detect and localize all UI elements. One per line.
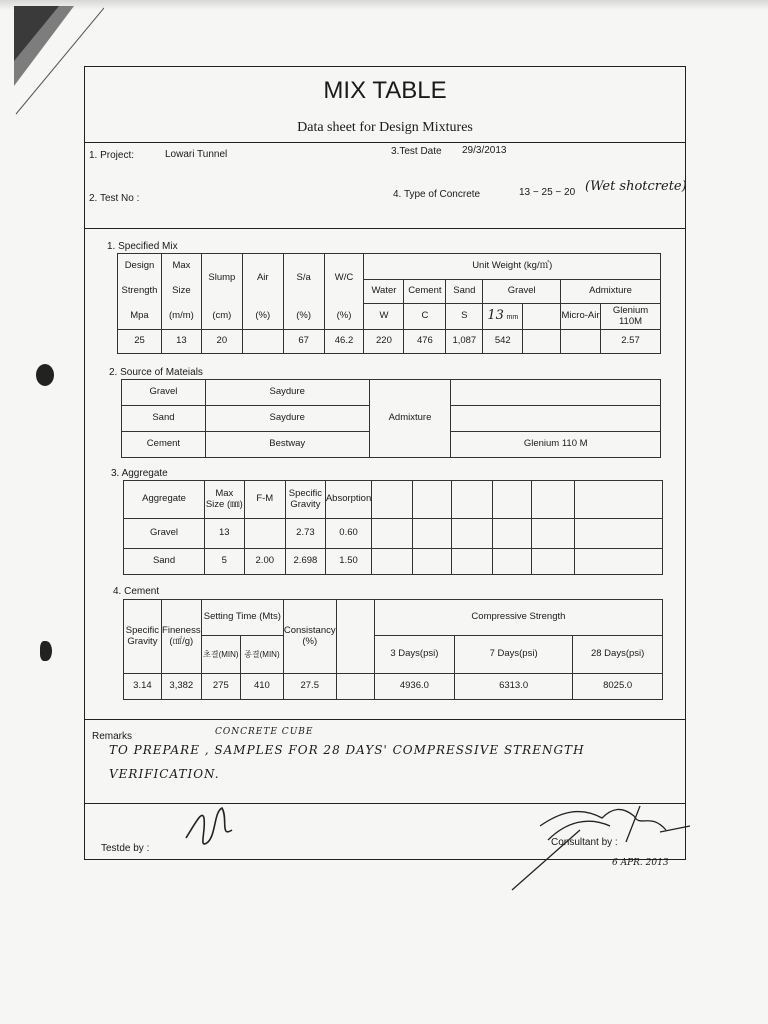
v-wc: 46.2 xyxy=(324,330,364,354)
gravel-label: Gravel xyxy=(122,380,206,406)
v-slump: 20 xyxy=(201,330,242,354)
h-strength: Strength xyxy=(118,280,162,304)
h-unit-weight: Unit Weight (kg/㎥) xyxy=(364,254,661,280)
u-mpa: Mpa xyxy=(118,304,162,330)
cement-heading: 4. Cement xyxy=(113,586,160,597)
signature-date: 6 APR. 2013 xyxy=(612,858,669,868)
materials-heading: 2. Source of Mateials xyxy=(109,367,203,378)
v-7days: 6313.0 xyxy=(454,674,572,700)
h-air: Air xyxy=(242,254,283,304)
h-gravel: Gravel xyxy=(483,280,561,304)
consultant-label: Consultant by : xyxy=(551,837,618,848)
h-wc: W/C xyxy=(324,254,364,304)
h-fineness: Fineness (㎠/g) xyxy=(161,600,201,674)
h-final-set: 종결(MIN) xyxy=(240,636,283,674)
u-gravel-13: 13 xyxy=(487,308,504,324)
h-setting-time: Setting Time (Mts) xyxy=(201,600,283,636)
v-glenium: 2.57 xyxy=(601,330,661,354)
v-cement-gravity: 3.14 xyxy=(124,674,162,700)
test-date-label: 3.Test Date xyxy=(391,146,442,157)
h-7days: 7 Days(psi) xyxy=(454,636,572,674)
h-sa: S/a xyxy=(283,254,324,304)
h-admixture: Admixture xyxy=(561,280,661,304)
v-fineness: 3,382 xyxy=(161,674,201,700)
h-slump: Slump xyxy=(201,254,242,304)
gravel-source: Saydure xyxy=(205,380,369,406)
v-sand: 1,087 xyxy=(446,330,483,354)
aggregate-heading: 3. Aggregate xyxy=(111,468,168,479)
h-sand: Sand xyxy=(446,280,483,304)
remarks-line-2: VERIFICATION. xyxy=(109,767,220,781)
u-air-pct: (%) xyxy=(242,304,283,330)
concrete-type-label: 4. Type of Concrete xyxy=(393,189,481,200)
gravel-row-absorption: 0.60 xyxy=(325,519,371,549)
remarks-line-1: TO PREPARE , SAMPLES FOR 28 DAYS' COMPRESSIVE STRENGTH xyxy=(109,743,585,757)
v-water: 220 xyxy=(364,330,404,354)
h-28days: 28 Days(psi) xyxy=(573,636,663,674)
h-design: Design xyxy=(118,254,162,280)
sand-row-absorption: 1.50 xyxy=(325,549,371,575)
u-cm: (cm) xyxy=(201,304,242,330)
v-size: 13 xyxy=(161,330,201,354)
gravel-row-name: Gravel xyxy=(124,519,205,549)
u-mm: (m/m) xyxy=(161,304,201,330)
test-no-label: 2. Test No : xyxy=(89,193,140,204)
gravel-row-size: 13 xyxy=(205,519,244,549)
project-value: Lowari Tunnel xyxy=(165,149,228,160)
page-title: MIX TABLE xyxy=(323,77,447,104)
h-absorption: Absorption xyxy=(325,481,371,519)
u-micro-air: Micro-Air xyxy=(561,304,601,330)
sand-row-gravity: 2.698 xyxy=(285,549,325,575)
page-subtitle: Data sheet for Design Mixtures xyxy=(297,120,473,135)
h-fm: F-M xyxy=(244,481,285,519)
v-strength: 25 xyxy=(118,330,162,354)
h-size: Size xyxy=(161,280,201,304)
cement-source: Bestway xyxy=(205,432,369,458)
v-consistency: 27.5 xyxy=(283,674,336,700)
sand-row-size: 5 xyxy=(205,549,244,575)
v-28days: 8025.0 xyxy=(573,674,663,700)
concrete-type-value: 13 − 25 − 20 xyxy=(519,187,576,198)
admixture-label: Admixture xyxy=(369,380,451,458)
v-gravel: 542 xyxy=(483,330,523,354)
test-date-value: 29/3/2013 xyxy=(462,145,507,156)
u-sa-pct: (%) xyxy=(283,304,324,330)
h-3days: 3 Days(psi) xyxy=(374,636,454,674)
sand-row-fm: 2.00 xyxy=(244,549,285,575)
h-compressive: Compressive Strength xyxy=(374,600,662,636)
u-glenium: Glenium 110M xyxy=(601,304,661,330)
project-label: 1. Project: xyxy=(89,150,135,161)
tester-signature xyxy=(186,808,232,844)
v-3days: 4936.0 xyxy=(374,674,454,700)
h-cement-gravity: Specific Gravity xyxy=(124,600,162,674)
specified-mix-heading: 1. Specified Mix xyxy=(107,241,178,252)
h-water: Water xyxy=(364,280,404,304)
h-initial-set: 초결(MIN) xyxy=(201,636,240,674)
u-wc-pct: (%) xyxy=(324,304,364,330)
admixture-value: Glenium 110 M xyxy=(451,432,661,458)
u-s: S xyxy=(446,304,483,330)
sand-row-name: Sand xyxy=(124,549,205,575)
h-specific-gravity: Specific Gravity xyxy=(285,481,325,519)
h-cement: Cement xyxy=(404,280,446,304)
tested-by-label: Testde by : xyxy=(101,843,150,854)
cement-label: Cement xyxy=(122,432,206,458)
u-w: W xyxy=(364,304,404,330)
u-c: C xyxy=(404,304,446,330)
h-consistency: Consistancy (%) xyxy=(283,600,336,674)
consultant-signature xyxy=(512,806,666,890)
v-cement: 476 xyxy=(404,330,446,354)
h-max-size: Max Size (㎜) xyxy=(205,481,244,519)
v-sa: 67 xyxy=(283,330,324,354)
sand-source: Saydure xyxy=(205,406,369,432)
v-final-set: 410 xyxy=(240,674,283,700)
h-aggregate: Aggregate xyxy=(124,481,205,519)
u-gravel-mm: mm xyxy=(506,314,519,322)
v-initial-set: 275 xyxy=(201,674,240,700)
sand-label: Sand xyxy=(122,406,206,432)
remarks-label: Remarks xyxy=(92,731,133,742)
h-max: Max xyxy=(161,254,201,280)
remarks-note-above: CONCRETE CUBE xyxy=(215,727,314,737)
concrete-type-note: (Wet shotcrete) xyxy=(585,179,687,194)
gravel-row-gravity: 2.73 xyxy=(285,519,325,549)
